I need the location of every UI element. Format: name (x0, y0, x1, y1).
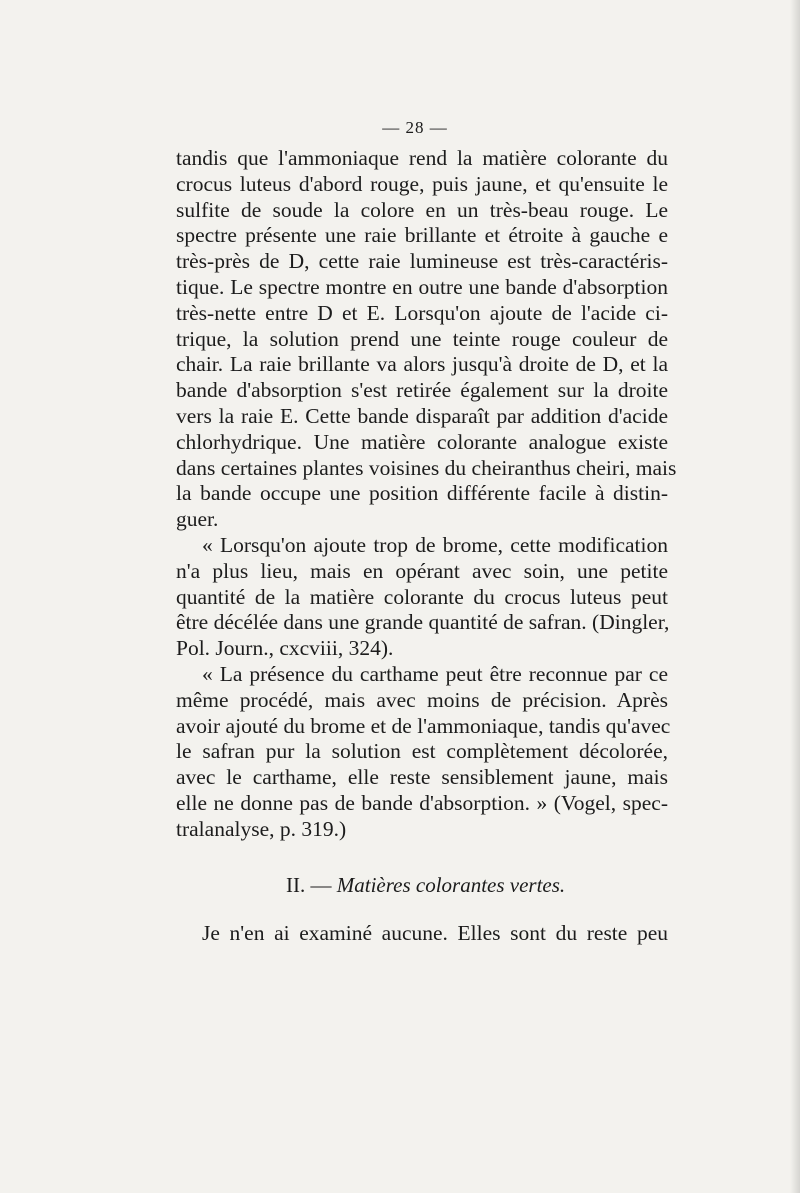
text-line: bande d'absorption s'est retirée également sur la droite (176, 378, 668, 403)
text-line: Pol. Journ., cxcviii, 324). (176, 636, 394, 661)
text-line: même procédé, mais avec moins de précision. Après (176, 687, 668, 712)
section-heading (176, 873, 668, 903)
text-line: avoir ajouté du brome et de l'ammoniaque, tandis qu'avec (176, 713, 671, 738)
spacer (176, 903, 668, 921)
text-line: n'a plus lieu, mais en opérant avec soin, une petite (176, 558, 668, 583)
text-line: très-près de D, cette raie lumineuse est très-caractéris- (176, 249, 668, 274)
paragraph-1 (176, 146, 677, 533)
paragraph-2 (176, 533, 668, 662)
text-line: trique, la solution prend une teinte rouge couleur de (176, 326, 668, 351)
text-line: quantité de la matière colorante du crocus luteus peut (176, 584, 668, 609)
text-line: spectre présente une raie brillante et étroite à gauche e (176, 223, 668, 248)
text-line: « Lorsqu'on ajoute trop de brome, cette modification (202, 532, 668, 557)
text-line: Je n'en ai examiné aucune. Elles sont du reste peu (202, 920, 668, 945)
text-line: elle ne donne pas de bande d'absorption. » (Vogel, spec- (176, 790, 668, 815)
paragraph-3 (176, 661, 671, 843)
text-line: le safran pur la solution est complètement décolorée, (176, 739, 668, 764)
page-number: — 28 — (382, 118, 448, 137)
paragraph-4 (176, 921, 668, 947)
text-line: vers la raie E. Cette bande disparaît par addition d'acide (176, 403, 668, 428)
text-line: chair. La raie brillante va alors jusqu'à droite de D, et la (176, 352, 668, 377)
text-line: dans certaines plantes voisines du cheiranthus cheiri, mais (176, 455, 677, 480)
text-line: avec le carthame, elle reste sensiblement jaune, mais (176, 765, 668, 790)
text-line: la bande occupe une position différente facile à distin- (176, 481, 668, 506)
text-line: tique. Le spectre montre en outre une bande d'absorption (176, 274, 668, 299)
text-line: tandis que l'ammoniaque rend la matière colorante du (176, 146, 668, 170)
text-line: « La présence du carthame peut être reconnue par ce (202, 661, 668, 686)
page-edge-shadow (790, 0, 800, 1193)
section-title: Matières colorantes vertes. (336, 872, 566, 897)
section-number: II. — (286, 872, 332, 897)
text-line: très-nette entre D et E. Lorsqu'on ajoute de l'acide ci- (176, 300, 668, 325)
text-line: tralanalyse, p. 319.) (176, 816, 347, 841)
text-line: être décélée dans une grande quantité de safran. (Dingler, (176, 610, 670, 635)
body-text (176, 146, 677, 946)
spacer (176, 843, 668, 869)
text-line: guer. (176, 507, 219, 532)
text-line: sulfite de soude la colore en un très-beau rouge. Le (176, 197, 668, 222)
text-line: crocus luteus d'abord rouge, puis jaune, et qu'ensuite le (176, 171, 668, 196)
text-line: chlorhydrique. Une matière colorante analogue existe (176, 429, 668, 454)
